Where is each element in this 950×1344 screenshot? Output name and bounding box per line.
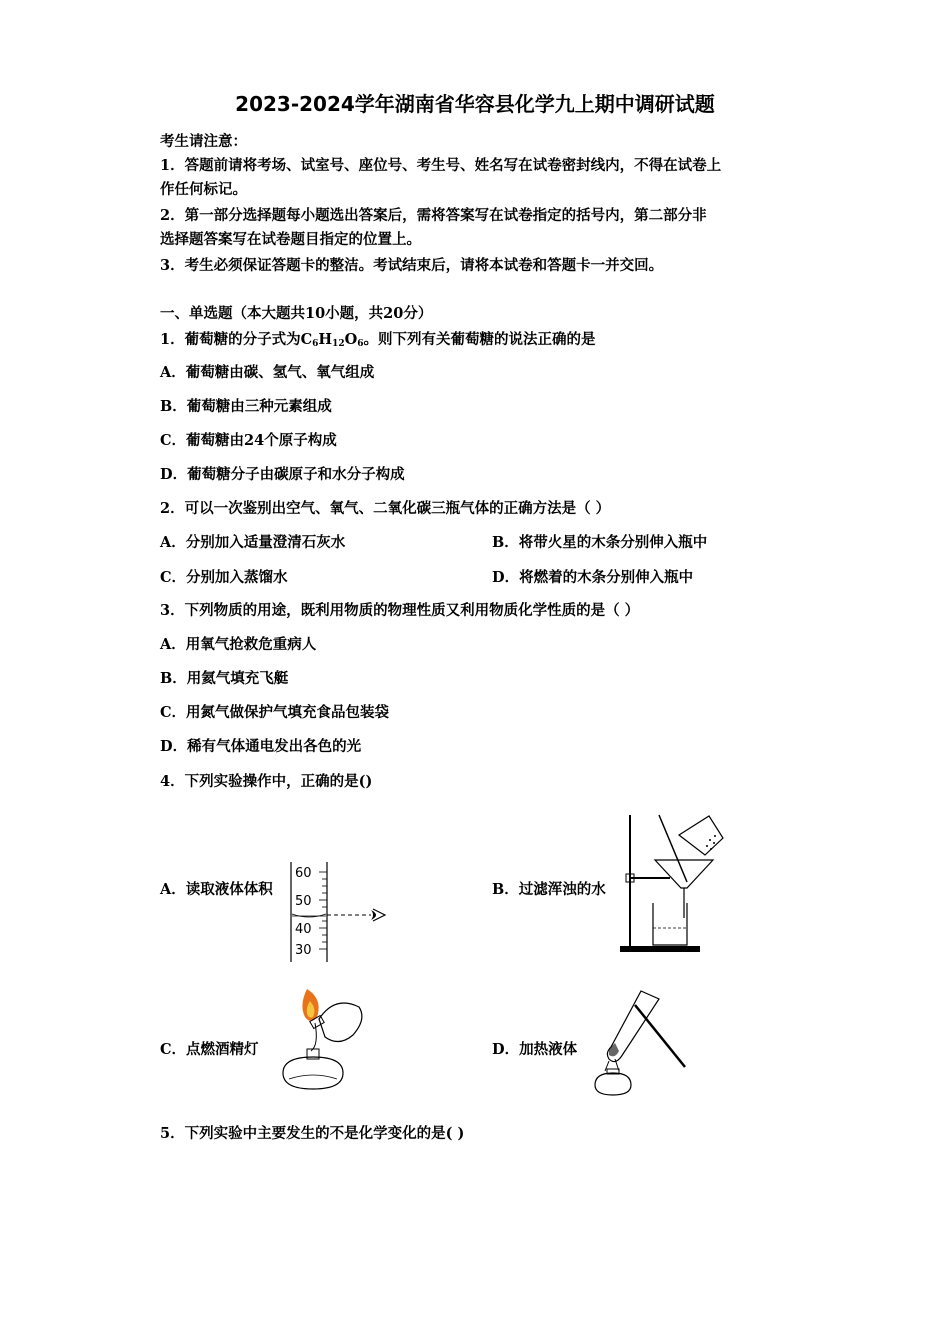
question-1-option-d: D．葡萄糖分子由碳原子和水分子构成 (160, 466, 405, 483)
question-4-option-c: C．点燃酒精灯 (160, 1041, 259, 1058)
notice-item-3: 3．考生必须保证答题卡的整洁。考试结束后，请将本试卷和答题卡一并交回。 (160, 257, 664, 274)
question-2-option-d: D．将燃着的木条分别伸入瓶中 (492, 569, 694, 586)
question-4-option-d: D．加热液体 (492, 1041, 578, 1058)
page-title: 2023-2024学年湖南省华容县化学九上期中调研试题 (235, 92, 715, 116)
question-3-option-d: D．稀有气体通电发出各色的光 (160, 738, 362, 755)
notice-heading: 考生请注意： (160, 133, 247, 150)
question-3-option-c: C．用氮气做保护气填充食品包装袋 (160, 704, 390, 721)
alcohol-lamp-figure (275, 985, 375, 1097)
question-2-option-b: B．将带火星的木条分别伸入瓶中 (492, 534, 708, 551)
heating-liquid-figure (585, 985, 705, 1100)
question-3-option-a: A．用氧气抢救危重病人 (160, 636, 317, 653)
question-2-option-a: A．分别加入适量澄清石灰水 (160, 534, 346, 551)
notice-item-2: 2．第一部分选择题每小题选出答案后，需将答案写在试卷指定的括号内，第二部分非 (160, 207, 707, 224)
question-4-option-a: A．读取液体体积 (160, 881, 273, 898)
cylinder-tick-60: 60 (295, 866, 312, 881)
question-1-option-c: C．葡萄糖由24个原子构成 (160, 432, 337, 449)
cylinder-tick-30: 30 (295, 943, 312, 958)
question-3-stem: 3．下列物质的用途，既利用物质的物理性质又利用物质化学性质的是（ ） (160, 602, 640, 619)
question-1-option-a: A．葡萄糖由碳、氢气、氧气组成 (160, 364, 375, 381)
question-4-stem: 4．下列实验操作中，正确的是() (160, 773, 373, 790)
question-1-option-b: B．葡萄糖由三种元素组成 (160, 398, 332, 415)
cylinder-tick-40: 40 (295, 922, 312, 937)
question-2-stem: 2．可以一次鉴别出空气、氧气、二氧化碳三瓶气体的正确方法是（ ） (160, 500, 611, 517)
filtration-figure (615, 810, 730, 955)
section-heading: 一、单选题（本大题共10小题，共20分） (160, 305, 433, 322)
notice-item-2-cont: 选择题答案写在试卷题目指定的位置上。 (160, 231, 421, 248)
question-1-stem: 1．葡萄糖的分子式为$C_6H_{12}O_6$。则下列有关葡萄糖的说法正确的是 (160, 331, 596, 349)
cylinder-tick-50: 50 (295, 894, 312, 909)
question-2-option-c: C．分别加入蒸馏水 (160, 569, 288, 586)
question-5-stem: 5．下列实验中主要发生的不是化学变化的是( ) (160, 1125, 465, 1142)
question-3-option-b: B．用氦气填充飞艇 (160, 670, 289, 687)
notice-item-1-cont: 作任何标记。 (160, 181, 247, 198)
question-4-option-b: B．过滤浑浊的水 (492, 881, 606, 898)
graduated-cylinder-figure (285, 860, 395, 965)
notice-item-1: 1．答题前请将考场、试室号、座位号、考生号、姓名写在试卷密封线内，不得在试卷上 (160, 157, 722, 174)
